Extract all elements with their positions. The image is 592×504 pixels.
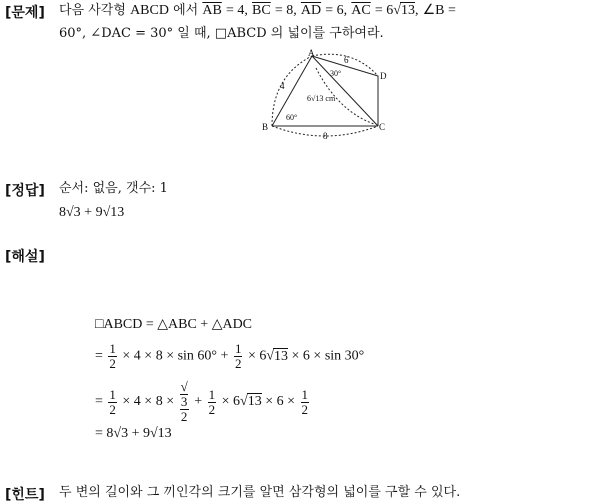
label-ab: 4 <box>280 81 285 91</box>
vertex-c: C <box>379 122 386 132</box>
hint-text: 두 변의 길이와 그 끼인각의 크기를 알면 삼각형의 넓이를 구할 수 있다. <box>59 485 461 500</box>
hint-label: [힌트] <box>5 487 45 503</box>
vertex-a: A <box>308 48 315 58</box>
label-angle-b: 60° <box>286 113 298 122</box>
problem-line-1 <box>59 0 456 22</box>
answer-value: 8√3 + 9√13 <box>59 205 125 220</box>
label-ad: 6 <box>344 55 349 65</box>
answer-line-2 <box>59 202 124 224</box>
answer-label: [정답] <box>5 183 45 199</box>
equation-3: = $\frac{1}{2}$ × 4 × 8 × √ 3 2 + $\frac{1}{2}$ × 6√13 × 6 × $\frac{1}{2}$ <box>95 379 309 424</box>
label-ac: 6√13 cm <box>307 94 336 103</box>
problem-label: [문제] <box>5 5 45 21</box>
equation-4: = 8√3 + 9√13 <box>95 426 172 441</box>
equation-1: □ABCD = △ABC + △ADC <box>95 317 253 332</box>
label-bc: 8 <box>323 131 328 141</box>
vertex-d: D <box>380 71 387 81</box>
problem-line-1-render: 다음 사각형 ABCD 에서 $\overline{AB} = 4$, $\overline{BC} = 8$, $\overline{AD} = 6$, $\overline{AC} = 6√13$, ∠B = <box>59 3 456 18</box>
problem-line-2: 60°, ∠DAC = 30° 일 때, □ABCD 의 넓이를 구하여라. <box>59 26 384 41</box>
equation-2: = $\frac{1}{2}$ × 4 × 8 × sin 60° + $\frac{1}{2}$ × 6√13 × 6 × sin 30° <box>95 341 365 371</box>
quadrilateral-figure <box>258 46 390 146</box>
label-angle-dac: 30° <box>330 69 342 78</box>
answer-line-1: 순서: 없음, 갯수: 1 <box>59 181 168 196</box>
vertex-b: B <box>262 122 269 132</box>
explanation-label: [해설] <box>5 249 45 265</box>
